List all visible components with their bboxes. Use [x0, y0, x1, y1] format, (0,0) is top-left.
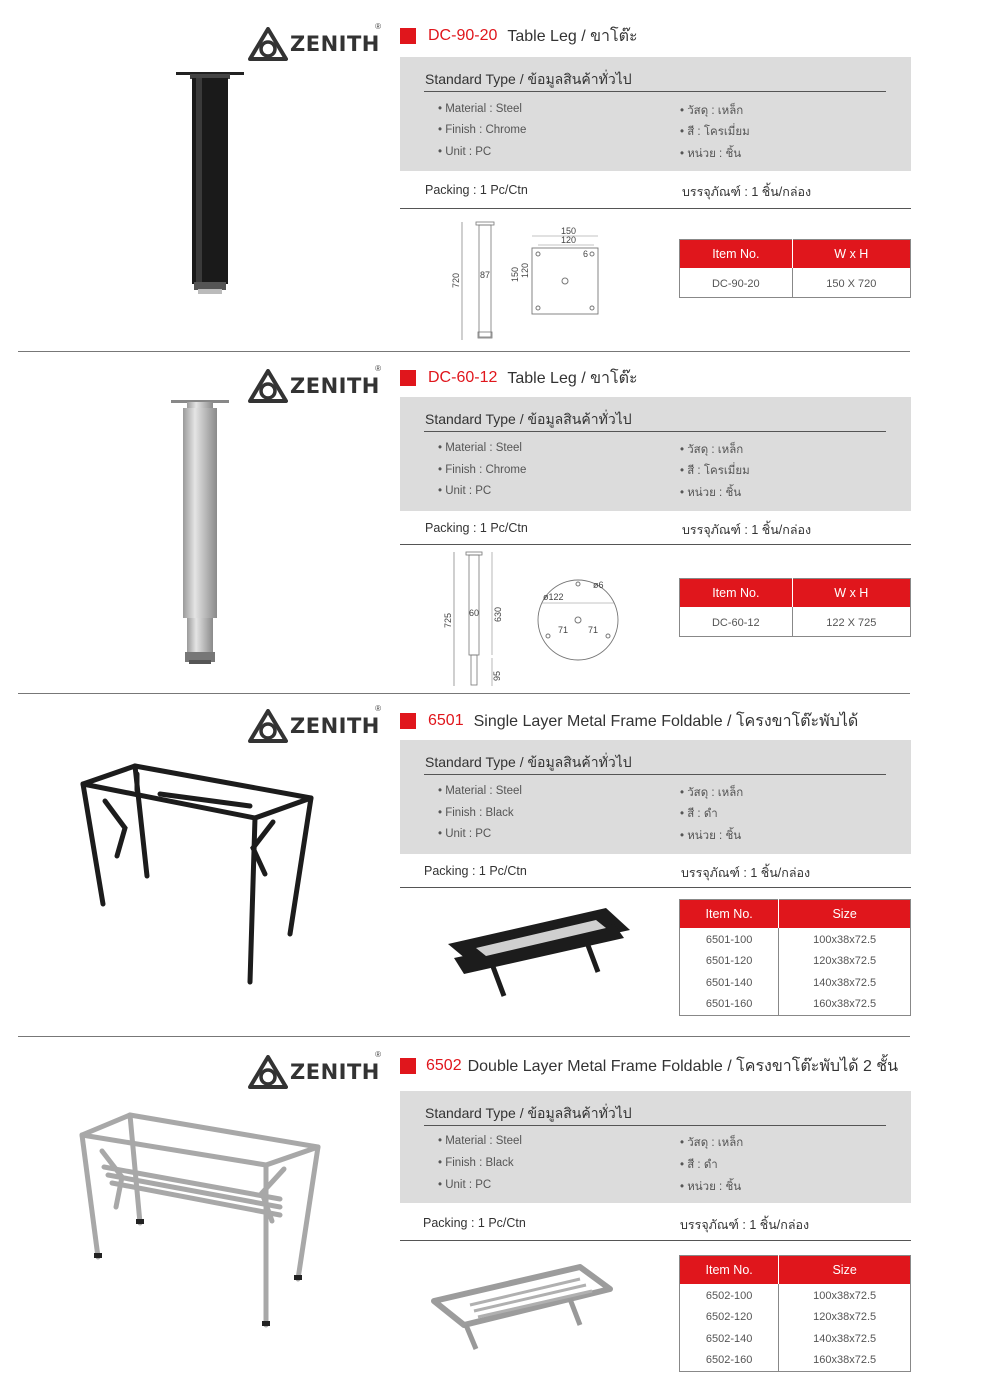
dim-height: 725: [443, 612, 453, 628]
spec-material: • Material : Steel: [438, 442, 522, 454]
spec-title: Standard Type / ข้อมูลสินค้าทั่วไป: [425, 754, 632, 770]
item-number: 6501-100: [680, 928, 779, 950]
packing-divider: [400, 887, 911, 888]
spec-unit-th: • หน่วย : ชิ้น: [680, 1181, 742, 1193]
dim-hole-depth: 120: [520, 262, 530, 278]
product-code: DC-60-12: [428, 369, 498, 386]
table-leg-silver-image: [165, 398, 235, 668]
folded-frame-image: [446, 904, 632, 999]
table-header-item: Item No.: [680, 900, 779, 928]
zenith-logo: [248, 364, 383, 404]
spec-title: Standard Type / ข้อมูลสินค้าทั่วไป: [425, 1105, 632, 1121]
red-square-marker: [400, 28, 416, 44]
table-header-size: Size: [779, 900, 911, 928]
registered-mark: ®: [375, 704, 381, 713]
dim-hole-a: 71: [558, 625, 569, 635]
table-header-size: W x H: [792, 579, 910, 607]
product-title: [400, 708, 858, 734]
dim-diameter: 87: [480, 270, 491, 280]
product-description: Single Layer Metal Frame Foldable / โครงขาโต๊ะพับได้: [473, 712, 859, 730]
item-number: 6501-140: [680, 972, 779, 994]
dim-plate-diameter: ø122: [543, 592, 564, 602]
table-header-item: Item No.: [680, 240, 793, 268]
spec-unit-th: • หน่วย : ชิ้น: [680, 487, 742, 499]
product-code: DC-90-20: [428, 27, 498, 44]
technical-drawing: [440, 550, 625, 688]
spec-unit-th: • หน่วย : ชิ้น: [680, 830, 742, 842]
spec-title: Standard Type / ข้อมูลสินค้าทั่วไป: [425, 411, 632, 427]
packing-th: บรรจุภัณฑ์ : 1 ชิ้น/กล่อง: [682, 523, 812, 537]
table-row: [680, 1306, 911, 1328]
red-square-marker: [400, 713, 416, 729]
item-number: 6501-120: [680, 950, 779, 972]
spec-panel: [400, 57, 911, 171]
item-size: 160x38x72.5: [813, 998, 877, 1011]
table-row: [680, 994, 911, 1016]
product-code: 6501: [428, 712, 464, 729]
packing-th: บรรจุภัณฑ์ : 1 ชิ้น/กล่อง: [682, 185, 812, 199]
item-size: 100x38x72.5: [813, 1290, 877, 1302]
zenith-logo-icon: [248, 1055, 288, 1089]
table-header-item: Item No.: [680, 579, 793, 607]
product-section-6501: [0, 694, 1000, 1037]
zenith-logo: [248, 1050, 383, 1090]
product-description: Table Leg / ขาโต๊ะ: [507, 369, 638, 387]
table-row: [680, 1350, 911, 1372]
brand-name: ZENITH: [290, 1060, 380, 1084]
item-table: [679, 239, 911, 298]
product-description: Double Layer Metal Frame Foldable / โครงขาโต๊ะพับได้ 2 ชั้น: [467, 1057, 899, 1075]
spec-material: • Material : Steel: [438, 1135, 522, 1147]
item-number: 6502-140: [680, 1328, 779, 1350]
product-description: Table Leg / ขาโต๊ะ: [507, 27, 638, 45]
registered-mark: ®: [375, 364, 381, 373]
spec-panel: [400, 397, 911, 511]
spec-finish-th: • สี : โครเมี่ยม: [680, 465, 750, 477]
table-row: [680, 607, 911, 637]
product-title: [400, 365, 638, 391]
spec-finish-th: • สี : โครเมี่ยม: [680, 126, 750, 138]
item-number: 6501-160: [680, 994, 779, 1016]
packing-en: Packing : 1 Pc/Ctn: [424, 864, 527, 878]
spec-unit: • Unit : PC: [438, 1179, 492, 1191]
folded-frame-image: [430, 1259, 615, 1354]
spec-material: • Material : Steel: [438, 103, 522, 115]
product-title: [400, 1053, 898, 1079]
dim-hole: 6: [583, 249, 589, 259]
table-row: [680, 1328, 911, 1350]
dim-hole-b: 71: [588, 625, 599, 635]
silver-folding-frame-image: [74, 1107, 324, 1339]
spec-material: • Material : Steel: [438, 785, 522, 797]
brand-name: ZENITH: [290, 714, 380, 738]
spec-divider: [424, 774, 886, 775]
spec-divider: [424, 431, 886, 432]
dim-hole: ø6: [593, 580, 604, 590]
brand-name: ZENITH: [290, 374, 380, 398]
packing-th: บรรจุภัณฑ์ : 1 ชิ้น/กล่อง: [680, 1218, 810, 1232]
red-square-marker: [400, 370, 416, 386]
zenith-logo-icon: [248, 709, 288, 743]
item-table: [679, 578, 911, 637]
table-row: [680, 1284, 911, 1306]
product-title: [400, 23, 638, 49]
spec-material-th: • วัสดุ : เหล็ก: [680, 105, 744, 117]
item-size: 150 X 720: [826, 277, 877, 290]
spec-divider: [424, 91, 886, 92]
packing-en: Packing : 1 Pc/Ctn: [425, 521, 528, 535]
packing-divider: [400, 1240, 911, 1241]
red-square-marker: [400, 1058, 416, 1074]
dim-plate-depth: 150: [510, 266, 520, 282]
spec-finish: • Finish : Black: [438, 1157, 514, 1169]
dim-foot: 95: [492, 670, 502, 681]
zenith-logo: [248, 22, 383, 62]
spec-unit: • Unit : PC: [438, 146, 492, 158]
item-size: 140x38x72.5: [813, 976, 877, 989]
item-size: 140x38x72.5: [813, 1332, 877, 1345]
item-size: 120x38x72.5: [813, 1310, 877, 1323]
spec-finish-th: • สี : ดำ: [680, 808, 718, 820]
item-number: 6502-100: [680, 1284, 779, 1306]
spec-finish: • Finish : Black: [438, 807, 514, 819]
item-size: 120x38x72.5: [813, 954, 877, 967]
technical-drawing: [448, 220, 618, 345]
packing-en: Packing : 1 Pc/Ctn: [425, 183, 528, 197]
table-row: [680, 950, 911, 972]
product-section-6502: [0, 1037, 1000, 1383]
table-row: [680, 268, 911, 298]
table-row: [680, 928, 911, 950]
spec-material-th: • วัสดุ : เหล็ก: [680, 1137, 744, 1149]
product-code: 6502: [426, 1057, 462, 1074]
item-size: 100x38x72.5: [813, 934, 877, 946]
zenith-logo-icon: [248, 27, 288, 61]
spec-material-th: • วัสดุ : เหล็ก: [680, 787, 744, 799]
brand-name: ZENITH: [290, 32, 380, 56]
item-number: 6502-160: [680, 1350, 779, 1372]
table-header-item: Item No.: [680, 1256, 779, 1284]
dim-height: 720: [451, 272, 461, 288]
item-size: 122 X 725: [826, 616, 877, 629]
spec-title: Standard Type / ข้อมูลสินค้าทั่วไป: [425, 71, 632, 87]
spec-unit-th: • หน่วย : ชิ้น: [680, 148, 742, 160]
packing-th: บรรจุภัณฑ์ : 1 ชิ้น/กล่อง: [681, 866, 811, 880]
dim-plate-width: 150: [561, 226, 577, 236]
item-number: DC-90-20: [680, 268, 793, 298]
packing-divider: [400, 544, 911, 545]
item-size: 160x38x72.5: [813, 1354, 877, 1367]
table-row: [680, 972, 911, 994]
product-section-dc-60-12: [0, 352, 1000, 694]
zenith-logo-icon: [248, 369, 288, 403]
spec-finish: • Finish : Chrome: [438, 124, 527, 136]
dim-tube-height: 630: [493, 606, 503, 622]
table-header-size: W x H: [792, 240, 910, 268]
spec-panel: [400, 740, 911, 854]
dim-diameter: 60: [469, 608, 480, 618]
packing-divider: [400, 208, 911, 209]
registered-mark: ®: [375, 1050, 381, 1059]
spec-material-th: • วัสดุ : เหล็ก: [680, 444, 744, 456]
item-number: DC-60-12: [680, 607, 793, 637]
table-leg-black-image: [170, 68, 250, 298]
dim-hole-spacing: 120: [561, 235, 577, 245]
spec-unit: • Unit : PC: [438, 485, 492, 497]
zenith-logo: [248, 704, 383, 744]
packing-en: Packing : 1 Pc/Ctn: [423, 1216, 526, 1230]
item-table: [679, 899, 911, 1016]
table-header-size: Size: [779, 1256, 911, 1284]
item-table: [679, 1255, 911, 1372]
spec-panel: [400, 1091, 911, 1203]
spec-divider: [424, 1125, 886, 1126]
product-section-dc-90-20: [0, 0, 1000, 352]
registered-mark: ®: [375, 22, 381, 31]
spec-unit: • Unit : PC: [438, 828, 492, 840]
black-folding-frame-image: [75, 756, 320, 988]
spec-finish-th: • สี : ดำ: [680, 1159, 718, 1171]
spec-finish: • Finish : Chrome: [438, 464, 527, 476]
item-number: 6502-120: [680, 1306, 779, 1328]
